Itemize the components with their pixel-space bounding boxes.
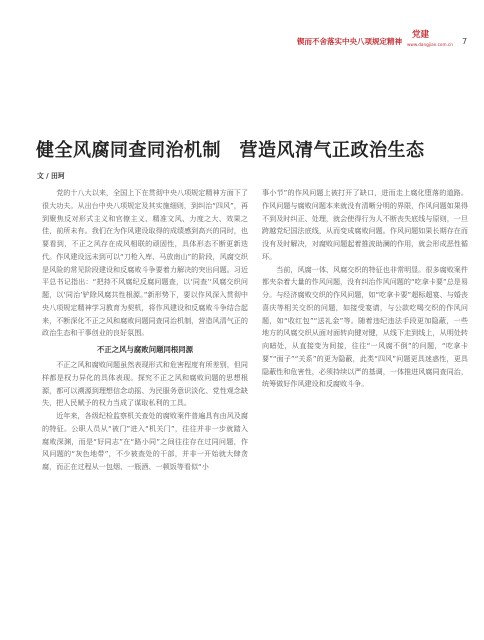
page-header <box>0 0 484 60</box>
magazine-logo: 党建 <box>412 30 430 40</box>
paragraph: 事小节”的作风问题上被打开了缺口，进而走上腐化堕落的道路。作风问题与腐败问题本来就没有清晰分明的界限，作风问题如果得不到及时纠正、处理，就会使得行为人不断丧失底线与原则，一旦跨越党纪国法底线，从而变成腐败问题。作风问题如果长期存在而没有及时解决，对腐败问题起着推波助澜的作用，就会形成恶性循环。 <box>262 188 468 261</box>
header-title: 锲而不舍落实中央八项规定精神 <box>297 37 402 46</box>
page-bottom-margin <box>0 586 484 640</box>
paragraph: 当前，风腐一体、风腐交织的特征也非常明显。很多腐败案件都夹杂着大量的作风问题，没有纠治作风问题的“吃拿卡要”总是易分。与经济腐败交织的作风问题，如“吃拿卡要”超标超宴、与婚丧喜庆等相关交织的问题，如接受宴请，与公款吃喝交织的作风问题，如“收红包”“送礼金”等。随着违纪违法手段更加隐蔽，一些地方的风腐交织从面对面转向键对键，从线下走到线上，从明处转向暗处，从直接变为间接，往往“一风腐不倒”的问题，“吃拿卡要”“面子”“关系”的更为隐蔽，此类“四风”问题更具迷惑性，更具隐蔽性和危害性，必须持续以严的基调，一体推进风腐同查同治，统筹做好作风建设和反腐败斗争。 <box>262 264 468 389</box>
paragraph: 党的十八大以来，全国上下在贯彻中央八项规定精神方面下了很大功夫。从出台中央八项规定及其实施细则，到纠治“四风”，再到聚焦反对形式主义和官僚主义、精准文风、力度之大、效果之佳，前所未有。我们在为作风建设取得的成绩感到高兴的同时，也要看到，不正之风存在成风相联的顽固性，具体形态不断更新迭代。作风建设远未到可以“刀枪入库、马放南山”的阶段，风腐交织是风险的常见阶段建设和反腐败斗争要着力解决的突出问题。习近平总书记指出：“把持不风腐纪反腐问题查，以‘同查’‘风腐交织问题，以‘同治’铲除风腐共性根源。”新形势下，要以作风深入贯彻中央八项规定精神学习教育为契机，将作风建设和反腐败斗争结合起来，不断深化不正之风和腐败问题同查同治机制，营造风清气正的政治生态和干事创业的良好氛围。 <box>42 188 248 338</box>
page-number: 7 <box>462 37 468 46</box>
paragraph: 近年来，各级纪检监察机关查处的腐败案件普遍具有由风及腐的特征。公职人员从“被门”进入“机关门”，往往并非一步就踏入腐败深渊，而是“好同志”在“路小同”之间往往存在过同问题，作风问题的“灰色地带”，不少被查处的干部，并非一开始就大肆贪腐，而正在过程从一包烟、一瓶酒、一顿饭等看似“小 <box>42 411 248 471</box>
magazine-url: www.dangjian.com.cn <box>407 42 453 47</box>
section-title: 不正之风与腐败问题同根同源 <box>96 345 194 354</box>
left-column <box>42 187 248 474</box>
right-column <box>262 187 468 391</box>
paragraph: 不正之风和腐败问题虽然表现形式和危害程度有所差别，但同样都是权力异化的具体表现。探究不正之风和腐败问题的思想根源，都可以溯源到理想信念动摇、为民服务意识淡化、党性观念缺失，把人民赋予的权力当成了谋取私利的工具。 <box>42 360 248 408</box>
article-author: 文 / 田珂 <box>37 172 65 180</box>
article-title: 健全风腐同查同治机制 营造风清气正政治生态 <box>36 140 425 161</box>
